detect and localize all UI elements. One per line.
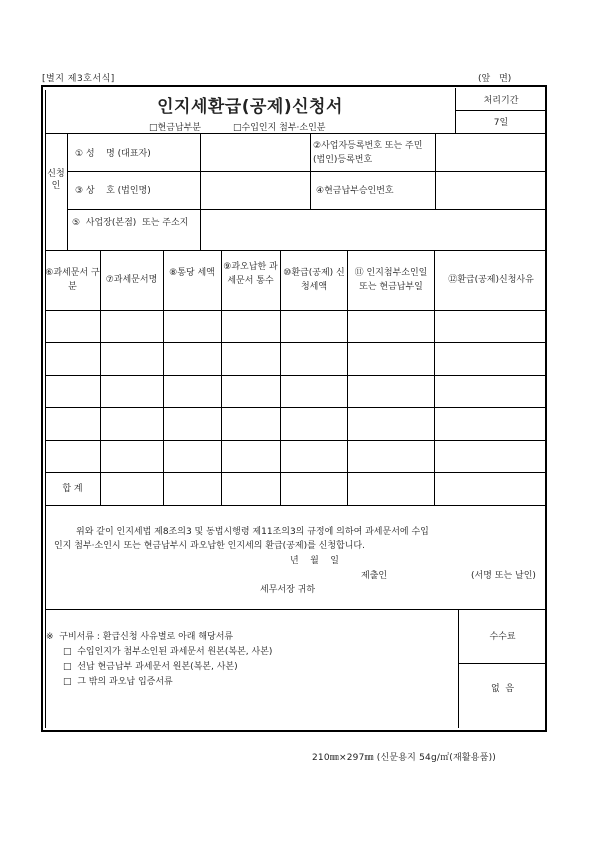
- processing-label: 처리기간: [483, 96, 519, 106]
- applicant-label: 제출인: [361, 571, 388, 581]
- divider: [67, 133, 68, 250]
- date-line: 년 월 일: [290, 556, 339, 566]
- name-label: ① 성 명 (대표자): [75, 149, 151, 159]
- table-body[interactable]: [46, 311, 544, 471]
- form-number: [별지 제3호서식]: [42, 74, 115, 84]
- divider: [310, 133, 311, 209]
- address-label: ⑤ 사업장(본점) 또는 주소지: [72, 218, 189, 228]
- divider: [458, 609, 459, 728]
- name-field[interactable]: [201, 134, 309, 170]
- page-side: (앞 면): [478, 74, 512, 84]
- divider: [45, 250, 545, 251]
- fee-label: 수수료: [489, 632, 516, 642]
- addressee: 세무서장 귀하: [260, 585, 316, 595]
- signature-label: (서명 또는 날인): [471, 571, 536, 581]
- applicant-group-label: 신청인: [47, 169, 65, 191]
- approval-number-field[interactable]: [436, 172, 544, 208]
- statement-line-2: 인지 첨부·소인시 또는 현금납부시 과오납한 인지세의 환급(공제)를 신청합니다.: [54, 541, 365, 551]
- required-doc-item[interactable]: □ 그 밖의 과오납 입증서류: [63, 677, 173, 687]
- paper-spec: 210㎜×297㎜ (신문용지 54g/㎡(재활용품)): [312, 753, 497, 763]
- applicant-field[interactable]: [395, 566, 475, 580]
- required-doc-item[interactable]: □ 수입인지가 첨부소인된 과세문서 원본(복본, 사본): [63, 647, 273, 657]
- required-docs-title: ※ 구비서류 : 환급신청 사유별로 아래 해당서류: [46, 632, 234, 642]
- column-header: ⑫환급(공제)신청사유: [448, 275, 534, 285]
- column-header: ⑦과세문서명: [105, 275, 158, 285]
- divider: [45, 505, 545, 506]
- fee-value: 없 음: [490, 684, 515, 694]
- column-header: ⑪ 인지첨부소인일 또는 현금납부일: [354, 268, 428, 292]
- required-doc-item[interactable]: □ 선납 현금납부 과세문서 원본(복본, 사본): [63, 662, 238, 672]
- option-cash[interactable]: □현금납부분: [149, 123, 201, 133]
- trade-name-label: ③ 상 호 (법인명): [75, 186, 151, 196]
- address-field[interactable]: [201, 210, 544, 249]
- trade-name-field[interactable]: [201, 172, 309, 208]
- divider: [45, 609, 545, 610]
- column-header: ⑨과오납한 과세문서 통수: [223, 262, 278, 286]
- total-row-fields[interactable]: [101, 473, 544, 504]
- total-label: 합 계: [62, 484, 83, 494]
- column-header: ⑩환급(공제) 신청세액: [283, 268, 345, 292]
- divider: [458, 663, 545, 664]
- divider: [455, 110, 545, 111]
- column-header: ⑧통당 세액: [169, 268, 215, 278]
- option-stamp[interactable]: □수입인지 첨부·소인분: [233, 123, 326, 133]
- registration-number-field[interactable]: [436, 134, 544, 170]
- approval-number-label: ④현금납부승인번호: [316, 186, 394, 196]
- form-title: 인지세환급(공제)신청서: [157, 97, 343, 117]
- statement-line-1: 위와 같이 인지세법 제8조의3 및 동법시행령 제11조의3의 규정에 의하여 과세문서에 수입: [76, 527, 429, 537]
- processing-value: 7일: [493, 118, 509, 128]
- column-header: ⑥과세문서 구분: [45, 268, 100, 292]
- registration-number-label: ②사업자등록번호 또는 주민(법인)등록번호: [313, 141, 423, 165]
